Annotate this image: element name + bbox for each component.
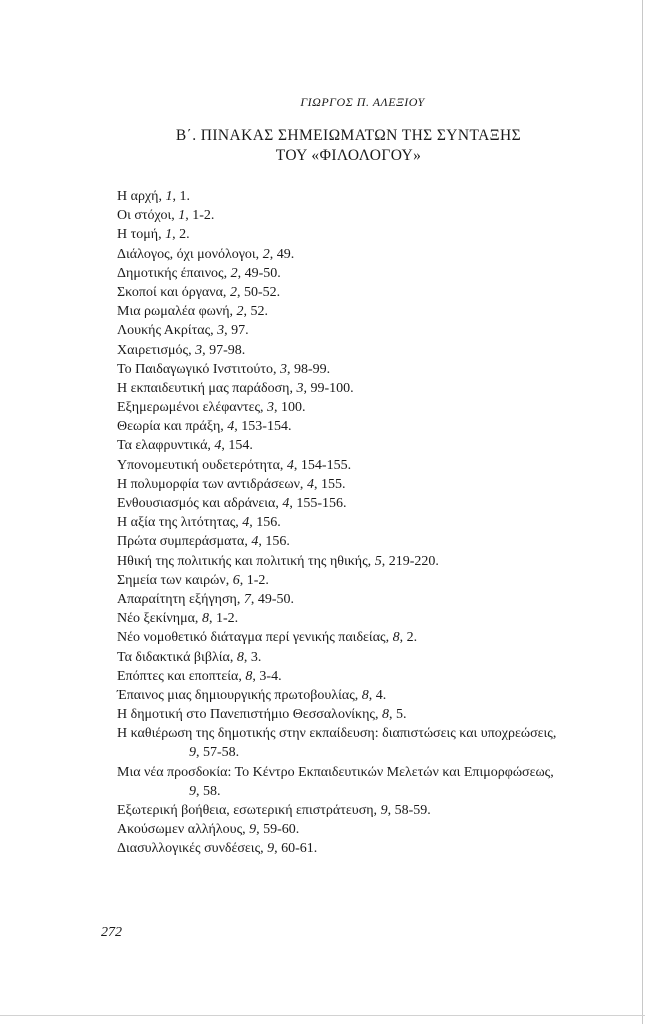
entry-title: Έπαινος μιας δημιουργικής πρωτοβουλίας, — [117, 687, 362, 703]
entry-volume: 3 — [267, 400, 275, 416]
entry-title: Επόπτες και εποπτεία, — [117, 668, 246, 684]
entry-volume: 9 — [267, 841, 275, 857]
list-item — [117, 648, 645, 667]
entry-pages: , 155-156. — [289, 496, 347, 511]
list-item — [117, 532, 645, 551]
list-item — [117, 417, 645, 436]
entry-pages: , 49-50. — [250, 591, 294, 607]
entry-pages: , 154. — [221, 438, 253, 454]
entry-volume: 3 — [195, 342, 203, 358]
page-edge-bottom — [0, 1015, 645, 1016]
entry-title: Εξημερωμένοι ελέφαντες, — [117, 400, 268, 416]
list-item — [117, 302, 645, 321]
list-item — [117, 571, 645, 590]
entry-pages: , 3. — [243, 649, 262, 665]
entry-pages: , 50-52. — [236, 284, 281, 300]
entry-title: Λουκής Ακρίτας, — [117, 323, 218, 339]
list-item — [117, 609, 645, 628]
entry-title: Η δημοτική στο Πανεπιστήμιο Θεσσαλονίκης, — [117, 707, 382, 723]
list-item — [117, 801, 645, 820]
entry-volume: 9 — [249, 822, 257, 838]
entry-pages: , 97-98. — [202, 342, 246, 358]
entry-pages: , 99-100. — [303, 380, 354, 396]
entry-title: Δημοτικής έπαινος, — [117, 265, 231, 281]
list-item — [117, 283, 645, 302]
entry-volume: 3 — [217, 323, 225, 339]
entry-title: Διασυλλογικές συνδέσεις, — [117, 841, 268, 857]
entry-title: Πρώτα συμπεράσματα, — [117, 534, 252, 550]
entry-pages: , 59-60. — [256, 822, 300, 838]
entry-pages: , 1. — [172, 189, 190, 204]
entry-volume: 8 — [236, 649, 244, 665]
list-item — [117, 820, 645, 839]
list-item — [117, 782, 645, 801]
list-item — [117, 552, 645, 571]
entry-pages: , 1-2. — [185, 208, 215, 224]
entry-pages: , 3-4. — [252, 668, 282, 684]
list-item — [117, 245, 645, 264]
list-item — [117, 513, 645, 532]
entry-volume: 3 — [279, 361, 287, 377]
entry-title: Η πολυμορφία των αντιδράσεων, — [117, 476, 307, 492]
entry-title: Τα ελαφρυντικά, — [117, 438, 215, 454]
entry-volume: 8 — [201, 611, 209, 627]
entry-volume: 2 — [230, 265, 238, 281]
section-title-line-1: Β΄. ΠΙΝΑΚΑΣ ΣΗΜΕΙΩΜΑΤΩΝ ΤΗΣ ΣΥΝΤΑΞΗΣ — [175, 127, 522, 144]
entry-volume: 8 — [381, 707, 389, 723]
section-title — [0, 126, 645, 166]
entry-volume: 1 — [165, 189, 173, 204]
entry-volume: 4 — [227, 419, 235, 435]
entry-volume: 2 — [262, 246, 270, 262]
entry-title: Το Παιδαγωγικό Ινστιτούτο, — [117, 361, 280, 377]
list-item — [117, 379, 645, 398]
entry-volume: 9 — [380, 803, 388, 818]
entry-pages: , 100. — [274, 400, 306, 416]
entry-pages: , 49. — [269, 246, 295, 262]
entry-pages: , 156. — [258, 534, 290, 550]
list-item — [117, 321, 645, 340]
entry-volume: 4 — [242, 515, 250, 531]
entry-title: Η αρχή, — [117, 189, 166, 204]
entry-title: Θεωρία και πράξη, — [117, 419, 228, 435]
entry-pages: , 155. — [313, 476, 346, 492]
entry-title: Υπονομευτική ουδετερότητα, — [117, 457, 287, 473]
list-item — [117, 494, 645, 513]
entry-title: Ακούσωμεν αλλήλους, — [117, 822, 250, 838]
entry-volume: 8 — [245, 668, 253, 684]
list-item — [117, 475, 645, 494]
list-item — [117, 590, 645, 609]
entry-pages: , 5. — [388, 707, 407, 723]
entry-title: Τα διδακτικά βιβλία, — [117, 649, 237, 665]
entry-pages: , 58. — [196, 783, 221, 799]
running-head: ΓΙΩΡΓΟΣ Π. ΑΛΕΞΙΟΥ — [300, 95, 425, 109]
entry-volume: 4 — [306, 476, 314, 492]
entry-title: Νέο ξεκίνημα, — [117, 611, 202, 627]
entry-title: Σκοποί και όργανα, — [117, 284, 230, 300]
entries-list — [117, 187, 645, 859]
entry-volume: 1 — [165, 227, 173, 243]
entry-volume: 4 — [214, 438, 222, 454]
entry-title: Η αξία της λιτότητας, — [117, 515, 243, 531]
entry-pages: , 58-59. — [387, 803, 431, 818]
entry-pages: , 1-2. — [208, 611, 239, 627]
entry-volume: 7 — [243, 591, 251, 607]
list-item — [117, 187, 645, 206]
entry-title: Μια ρωμαλέα φωνή, — [117, 304, 237, 320]
list-item — [117, 225, 645, 244]
entry-volume: 2 — [229, 284, 237, 300]
entry-pages: , 1-2. — [239, 572, 269, 588]
entry-pages: , 52. — [243, 304, 269, 320]
entry-pages: , 4. — [368, 687, 387, 703]
list-item — [117, 264, 645, 283]
entry-title: Η τομή, — [117, 227, 166, 243]
list-item — [117, 686, 645, 705]
entry-volume: 9 — [189, 783, 196, 799]
entry-title: Η εκπαιδευτική μας παράδοση, — [117, 380, 297, 396]
entry-title: Ηθική της πολιτικής και πολιτική της ηθικής, — [117, 553, 375, 569]
list-item — [117, 839, 645, 858]
entry-volume: 6 — [232, 572, 240, 588]
list-item — [117, 724, 645, 743]
entry-volume: 4 — [282, 496, 290, 511]
entry-pages: , 156. — [249, 515, 281, 531]
entry-volume: 3 — [296, 380, 304, 396]
entry-title: Χαιρετισμός, — [117, 342, 196, 358]
page-number: 272 — [101, 925, 122, 940]
list-item — [117, 456, 645, 475]
entry-title: Οι στόχοι, — [117, 208, 179, 224]
entry-volume: 8 — [392, 630, 400, 646]
list-item — [117, 360, 645, 379]
entry-title: Διάλογος, όχι μονόλογοι, — [117, 246, 263, 262]
entry-pages: , 97. — [224, 323, 249, 339]
entry-volume: 9 — [189, 745, 196, 761]
entry-pages: , 154-155. — [293, 457, 352, 473]
entry-title: Νέο νομοθετικό διάταγμα περί γενικής παιδείας, — [117, 630, 393, 646]
entry-title: Εξωτερική βοήθεια, εσωτερική επιστράτευση, — [117, 803, 381, 818]
entry-volume: 2 — [236, 304, 244, 320]
entry-volume: 1 — [178, 208, 186, 224]
list-item — [117, 398, 645, 417]
entry-title: Ενθουσιασμός και αδράνεια, — [117, 496, 283, 511]
entry-pages: , 49-50. — [237, 265, 281, 281]
entry-title: Απαραίτητη εξήγηση, — [117, 591, 244, 607]
list-item — [117, 743, 645, 762]
list-item — [117, 667, 645, 686]
entry-pages: , 2. — [172, 227, 190, 243]
list-item — [117, 341, 645, 360]
entry-title: Η καθιέρωση της δημοτικής στην εκπαίδευση: διαπιστώσεις και υποχρεώσεις, — [117, 726, 557, 742]
entry-pages: , 219-220. — [381, 553, 439, 569]
entry-pages: , 60-61. — [274, 841, 318, 857]
entry-volume: 4 — [286, 457, 294, 473]
entry-pages: , 2. — [399, 630, 418, 646]
entry-title: Μια νέα προσδοκία: Το Κέντρο Εκπαιδευτικών Μελετών και Επιμορφώσεως, — [117, 764, 554, 780]
section-title-line-2: ΤΟΥ «ΦΙΛΟΛΟΓΟΥ» — [275, 147, 422, 164]
list-item — [117, 206, 645, 225]
entry-volume: 5 — [374, 553, 382, 569]
entry-pages: , 153-154. — [234, 419, 292, 435]
entry-pages: , 57-58. — [196, 745, 240, 761]
list-item — [117, 628, 645, 647]
entry-volume: 8 — [361, 687, 369, 703]
entry-pages: , 98-99. — [286, 361, 331, 377]
entry-volume: 4 — [251, 534, 259, 550]
entry-title: Σημεία των καιρών, — [117, 572, 233, 588]
list-item — [117, 436, 645, 455]
list-item — [117, 763, 645, 782]
list-item — [117, 705, 645, 724]
